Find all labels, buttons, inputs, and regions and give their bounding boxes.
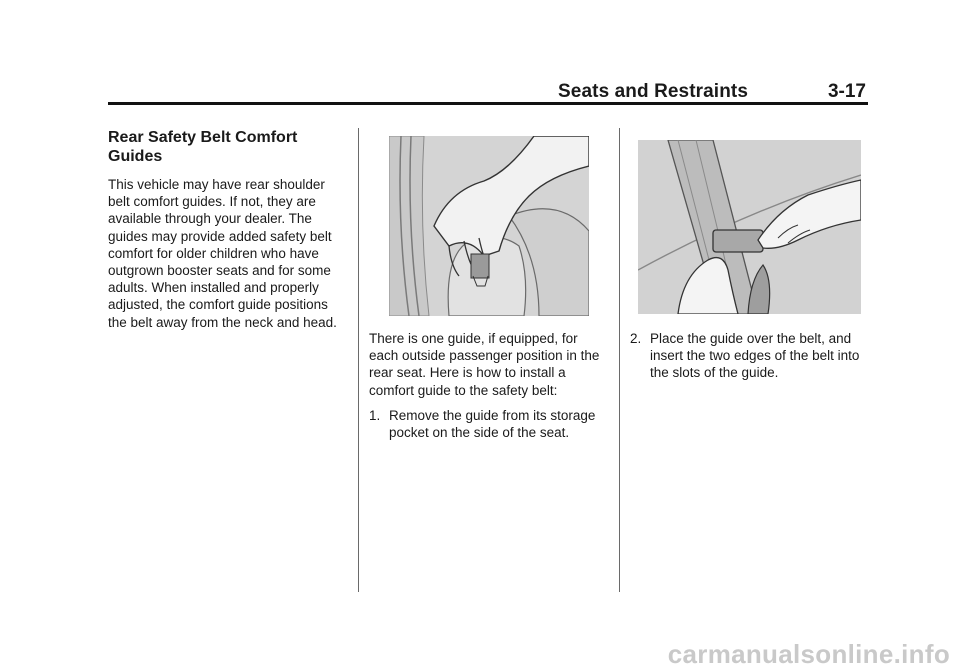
- step-item: [369, 407, 604, 441]
- page-number: 3-17: [827, 81, 866, 102]
- column-right: [630, 330, 868, 382]
- step-text: Remove the guide from its storage pocket on the side of the seat.: [389, 407, 596, 441]
- install-intro-paragraph: There is one guide, if equipped, for each outside passenger position in the rear seat. Here is how to install a comfort guide to the safety belt:: [369, 331, 600, 398]
- column-divider: [619, 128, 620, 592]
- column-left: [108, 128, 348, 331]
- step-item: [630, 330, 868, 382]
- illustration-place-guide: [638, 140, 861, 314]
- chapter-title: Seats and Restraints: [558, 81, 748, 102]
- intro-paragraph: This vehicle may have rear shoulder belt comfort guides. If not, they are available through your dealer. The guides may provide added safety belt comfort for older children who have outgrown booster seats and for some adults. When installed and properly adjusted, the comfort guide positions the belt away from the neck and head.: [108, 177, 337, 330]
- column-middle: [369, 330, 604, 441]
- section-heading: Rear Safety Belt Comfort Guides: [108, 129, 298, 165]
- step-number: 2.: [630, 331, 642, 346]
- watermark: carmanualsonline.info: [667, 639, 950, 669]
- page-header: [108, 72, 868, 105]
- column-divider: [358, 128, 359, 592]
- illustration-remove-guide: [389, 136, 589, 316]
- step-text: Place the guide over the belt, and insert the two edges of the belt into the slots of the guide.: [650, 331, 860, 381]
- step-number: 1.: [369, 407, 381, 423]
